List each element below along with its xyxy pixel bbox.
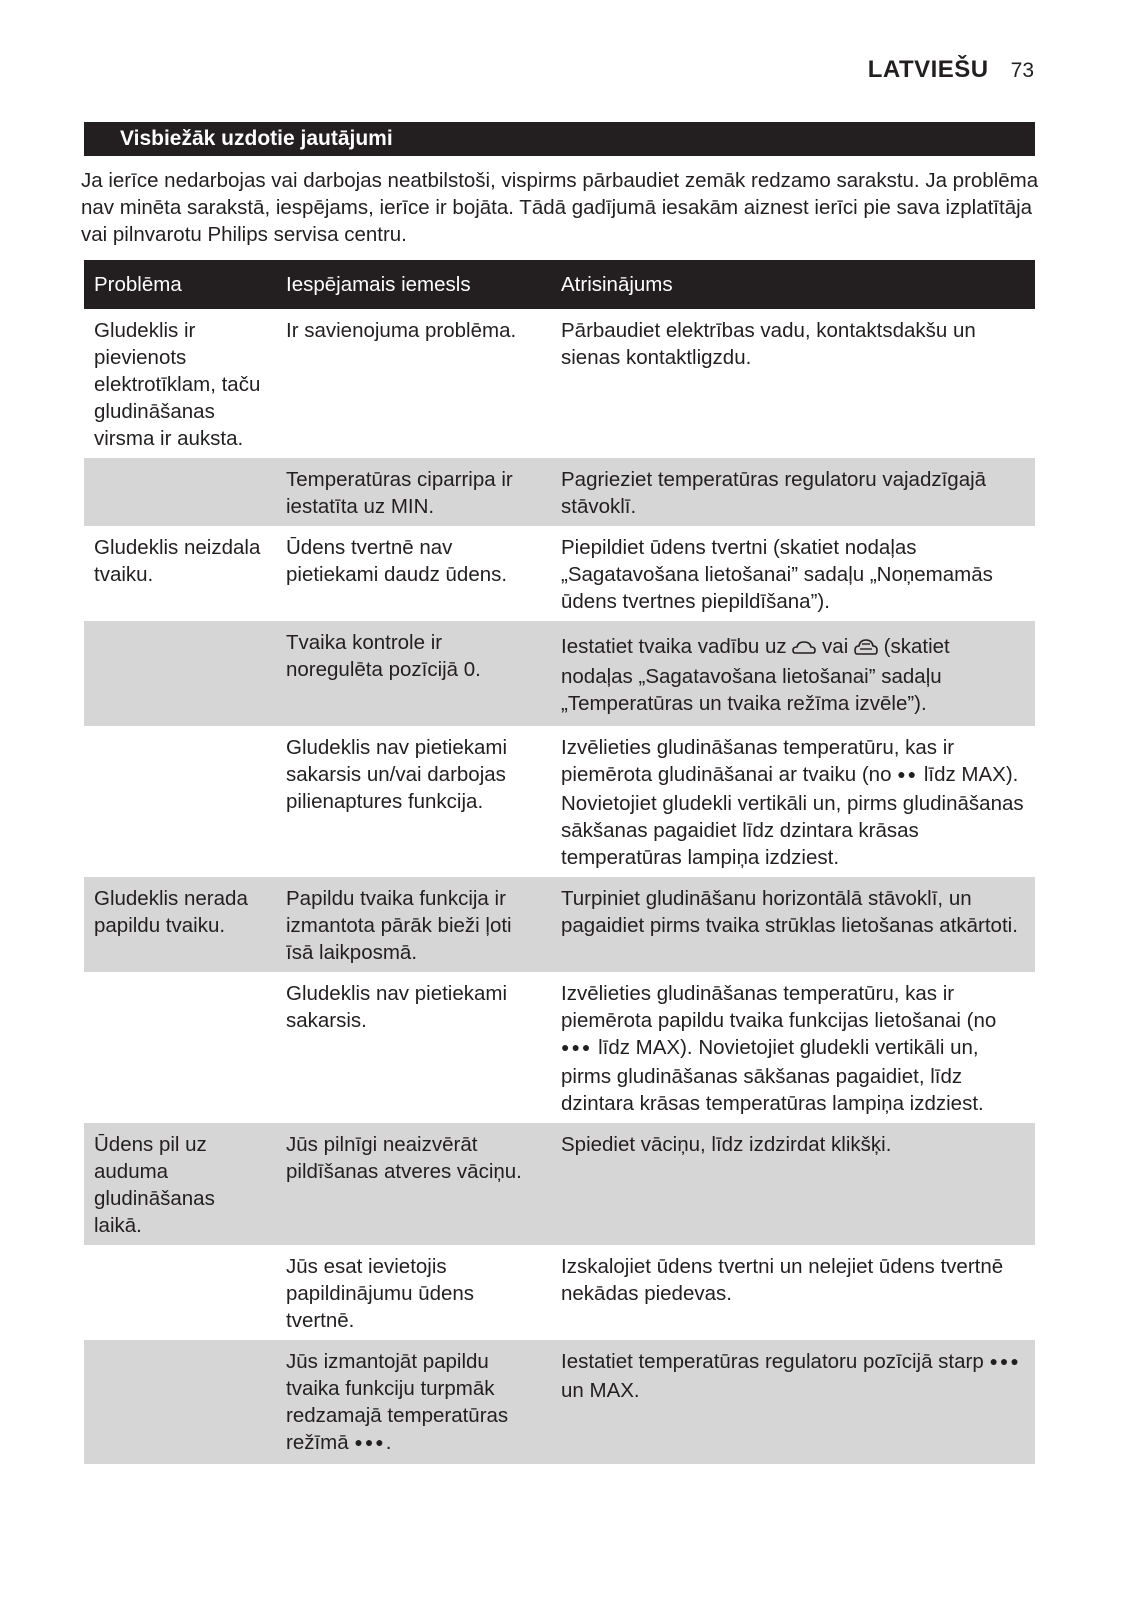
temperature-dots: ●●●	[989, 1353, 1021, 1369]
problem-cell	[84, 621, 276, 726]
page-header	[868, 56, 1034, 84]
cause-text: .	[385, 1431, 392, 1454]
troubleshooting-table	[84, 260, 1035, 1464]
solution-text: (skatiet nodaļas „Sagatavošana lietošanai” sadaļu „Temperatūras un tvaika režīma izvēle”).	[561, 634, 950, 715]
problem-cell	[84, 1245, 276, 1340]
table-row	[84, 309, 1035, 458]
table-row	[84, 458, 1035, 526]
solution-cell: Izskalojiet ūdens tvertni un nelejiet ūdens tvertnē nekādas piedevas.	[561, 1255, 1004, 1305]
page-number: 73	[1010, 59, 1034, 82]
problem-cell: Ūdens pil uz auduma gludināšanas laikā.	[84, 1123, 276, 1245]
problem-cell: Gludeklis nerada papildu tvaiku.	[84, 877, 276, 972]
table-row	[84, 621, 1035, 726]
cause-cell: Ūdens tvertnē nav pietiekami daudz ūdens.	[286, 536, 508, 586]
table-row	[84, 1340, 1035, 1464]
cause-cell: Gludeklis nav pietiekami sakarsis un/vai darbojas pilienaptures funkcija.	[286, 736, 508, 813]
problem-cell	[84, 458, 276, 526]
solution-cell	[551, 972, 1035, 1123]
table-row	[84, 972, 1035, 1123]
cause-cell: Jūs pilnīgi neaizvērāt pildīšanas atveres vāciņu.	[276, 1123, 551, 1245]
solution-cell: Spiediet vāciņu, līdz izdzirdat klikšķi.	[551, 1123, 1035, 1245]
solution-text: un MAX.	[561, 1379, 640, 1402]
solution-cell: Pārbaudiet elektrības vadu, kontaktsdakšu un sienas kontaktligzdu.	[561, 319, 976, 369]
solution-text: Iestatiet temperatūras regulatoru pozīcijā starp	[561, 1350, 984, 1373]
column-header-problem: Problēma	[84, 260, 276, 309]
problem-cell: Gludeklis neizdala tvaiku.	[94, 536, 261, 586]
solution-text: līdz MAX). Novietojiet gludekli vertikāli un, pirms gludināšanas sākšanas pagaidiet, līdz dzintara krāsas temperatūras lampiņa izdziest.	[561, 1036, 984, 1115]
solution-cell: Pagrieziet temperatūras regulatoru vajadzīgajā stāvoklī.	[551, 458, 1035, 526]
problem-cell: Gludeklis ir pievienots elektrotīklam, taču gludināšanas virsma ir auksta.	[94, 319, 261, 450]
table-row	[84, 526, 1035, 621]
temperature-dots: ●●●	[354, 1434, 386, 1450]
table-header-row	[84, 260, 1035, 309]
solution-cell	[551, 1340, 1035, 1464]
language-label: LATVIEŠU	[867, 56, 989, 83]
solution-cell	[551, 621, 1035, 726]
cause-cell	[276, 1340, 551, 1464]
table-row	[84, 1245, 1035, 1340]
column-header-solution: Atrisinājums	[551, 260, 1035, 309]
cause-cell: Ir savienojuma problēma.	[286, 319, 517, 342]
cause-cell: Papildu tvaika funkcija ir izmantota pārāk bieži ļoti īsā laikposmā.	[276, 877, 551, 972]
solution-text: Izvēlieties gludināšanas temperatūru, kas ir piemērota gludināšanai ar tvaiku (no	[561, 736, 955, 786]
intro-paragraph: Ja ierīce nedarbojas vai darbojas neatbilstoši, vispirms pārbaudiet zemāk redzamo sarakstu. Ja problēma nav minēta sarakstā, iespējams, ierīce ir bojāta. Tādā gadījumā iesakām aiznest ierīci pie sava izplatītāja vai pilnvarotu Philips servisa centru.	[81, 169, 1039, 246]
cause-cell: Tvaika kontrole ir noregulēta pozīcijā 0.	[276, 621, 551, 726]
table-row	[84, 1123, 1035, 1245]
cause-cell: Temperatūras ciparripa ir iestatīta uz MIN.	[276, 458, 551, 526]
solution-cell: Turpiniet gludināšanu horizontālā stāvoklī, un pagaidiet pirms tvaika strūklas lietošanas atkārtoti.	[551, 877, 1035, 972]
problem-cell	[84, 1340, 276, 1464]
cause-cell: Gludeklis nav pietiekami sakarsis.	[286, 982, 508, 1032]
solution-cell: Piepildiet ūdens tvertni (skatiet nodaļas „Sagatavošana lietošanai” sadaļu „Noņemamās ūdens tvertnes piepildīšana”).	[561, 536, 993, 613]
temperature-dots: ●●	[897, 766, 919, 782]
cause-text: Jūs izmantojāt papildu tvaika funkciju turpmāk redzamajā temperatūras režīmā	[286, 1350, 509, 1454]
solution-text: Iestatiet tvaika vadību uz	[561, 634, 787, 658]
section-title: Visbiežāk uzdotie jautājumi	[84, 122, 1035, 156]
solution-text: līdz MAX). Novietojiet gludekli vertikāli un, pirms gludināšanas sākšanas pagaidiet līdz dzintara krāsas temperatūras lampiņa izdziest.	[561, 763, 1024, 869]
problem-cell	[84, 726, 276, 877]
steam-high-icon	[854, 636, 878, 663]
table-row	[84, 877, 1035, 972]
steam-low-icon	[792, 636, 816, 663]
temperature-dots: ●●●	[561, 1039, 593, 1055]
table-row	[84, 726, 1035, 877]
solution-text: Izvēlieties gludināšanas temperatūru, kas ir piemērota papildu tvaika funkcijas lietošanai (no	[561, 982, 997, 1032]
problem-cell	[84, 972, 276, 1123]
solution-cell	[551, 726, 1035, 877]
column-header-cause: Iespējamais iemesls	[276, 260, 551, 309]
cause-cell: Jūs esat ievietojis papildinājumu ūdens tvertnē.	[286, 1255, 475, 1332]
solution-text: vai	[822, 634, 849, 658]
